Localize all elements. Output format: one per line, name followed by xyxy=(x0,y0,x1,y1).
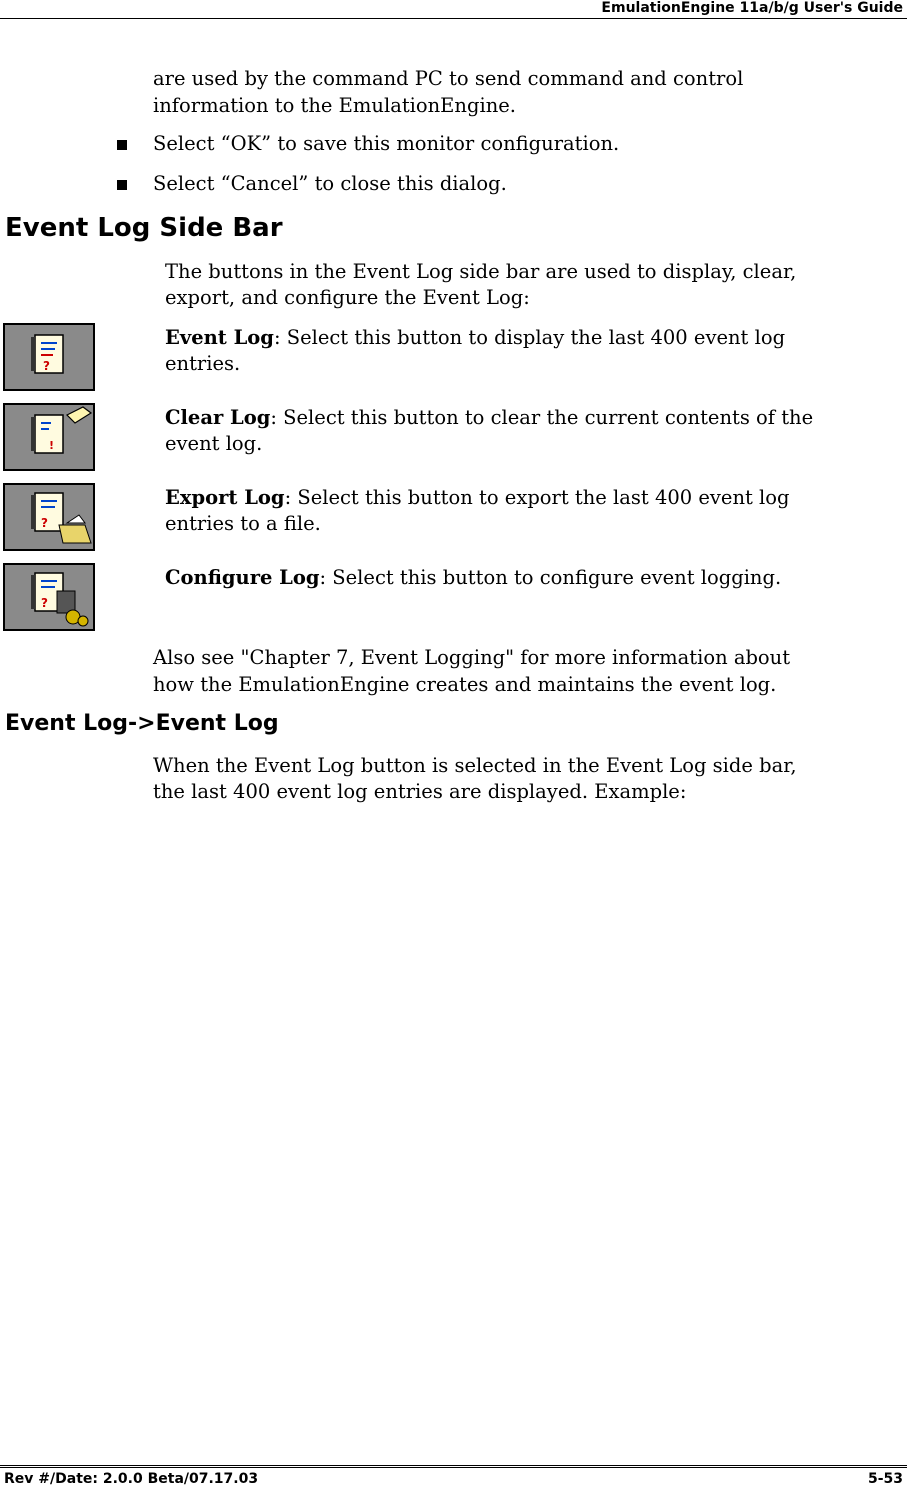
revision-date: Rev #/Date: 2.0.0 Beta/07.17.03 xyxy=(4,1471,259,1487)
event-log-button[interactable] xyxy=(3,323,95,391)
event-log-label: Event Log xyxy=(165,326,274,349)
clear-log-description-line-1: Clear Log: Select this button to clear the current contents of the xyxy=(165,406,814,429)
also-see-line-1: Also see "Chapter 7, Event Logging" for more information about xyxy=(153,646,791,669)
section2-line-1: When the Event Log button is selected in the Event Log side bar, xyxy=(153,754,797,777)
clear-log-button[interactable] xyxy=(3,403,95,471)
event-log-icon xyxy=(5,325,93,389)
export-log-icon xyxy=(5,485,93,549)
page-header xyxy=(0,0,907,19)
export-log-label: Export Log xyxy=(165,486,285,509)
section1-intro-line-2: export, and configure the Event Log: xyxy=(165,286,530,309)
export-log-button[interactable] xyxy=(3,483,95,551)
export-log-description-line-2: entries to a file. xyxy=(165,512,321,535)
svg-text:?: ? xyxy=(43,359,50,373)
intro-line-1: are used by the command PC to send command and control xyxy=(153,67,744,90)
intro-line-2: information to the EmulationEngine. xyxy=(153,94,516,117)
section2-line-2: the last 400 event log entries are displayed. Example: xyxy=(153,780,687,803)
clear-log-label: Clear Log xyxy=(165,406,271,429)
event-log-description-line-2: entries. xyxy=(165,352,241,375)
clear-log-description-line-2: event log. xyxy=(165,432,263,455)
bullet-item-ok: Select “OK” to save this monitor configuration. xyxy=(153,132,620,155)
page-footer xyxy=(0,1465,907,1492)
configure-log-description-line-1: Configure Log: Select this button to configure event logging. xyxy=(165,566,782,589)
configure-log-label: Configure Log xyxy=(165,566,320,589)
event-log-description-line-1: Event Log: Select this button to display the last 400 event log xyxy=(165,326,786,349)
export-log-description-line-1: Export Log: Select this button to export the last 400 event log xyxy=(165,486,790,509)
configure-log-button[interactable] xyxy=(3,563,95,631)
page-number: 5-53 xyxy=(867,1471,903,1487)
svg-text:!: ! xyxy=(49,439,55,452)
svg-text:?: ? xyxy=(41,596,48,610)
also-see-line-2: how the EmulationEngine creates and maintains the event log. xyxy=(153,673,777,696)
configure-log-icon xyxy=(5,565,93,629)
document-title: EmulationEngine 11a/b/g User's Guide xyxy=(601,0,903,16)
bullet-marker xyxy=(117,140,127,150)
section-heading-event-log-event-log: Event Log->Event Log xyxy=(5,711,279,736)
svg-text:?: ? xyxy=(41,516,48,530)
section1-intro-line-1: The buttons in the Event Log side bar are used to display, clear, xyxy=(165,260,797,283)
clear-log-icon xyxy=(5,405,93,469)
section-heading-event-log-side-bar: Event Log Side Bar xyxy=(5,213,283,243)
bullet-marker xyxy=(117,180,127,190)
bullet-item-cancel: Select “Cancel” to close this dialog. xyxy=(153,172,507,195)
